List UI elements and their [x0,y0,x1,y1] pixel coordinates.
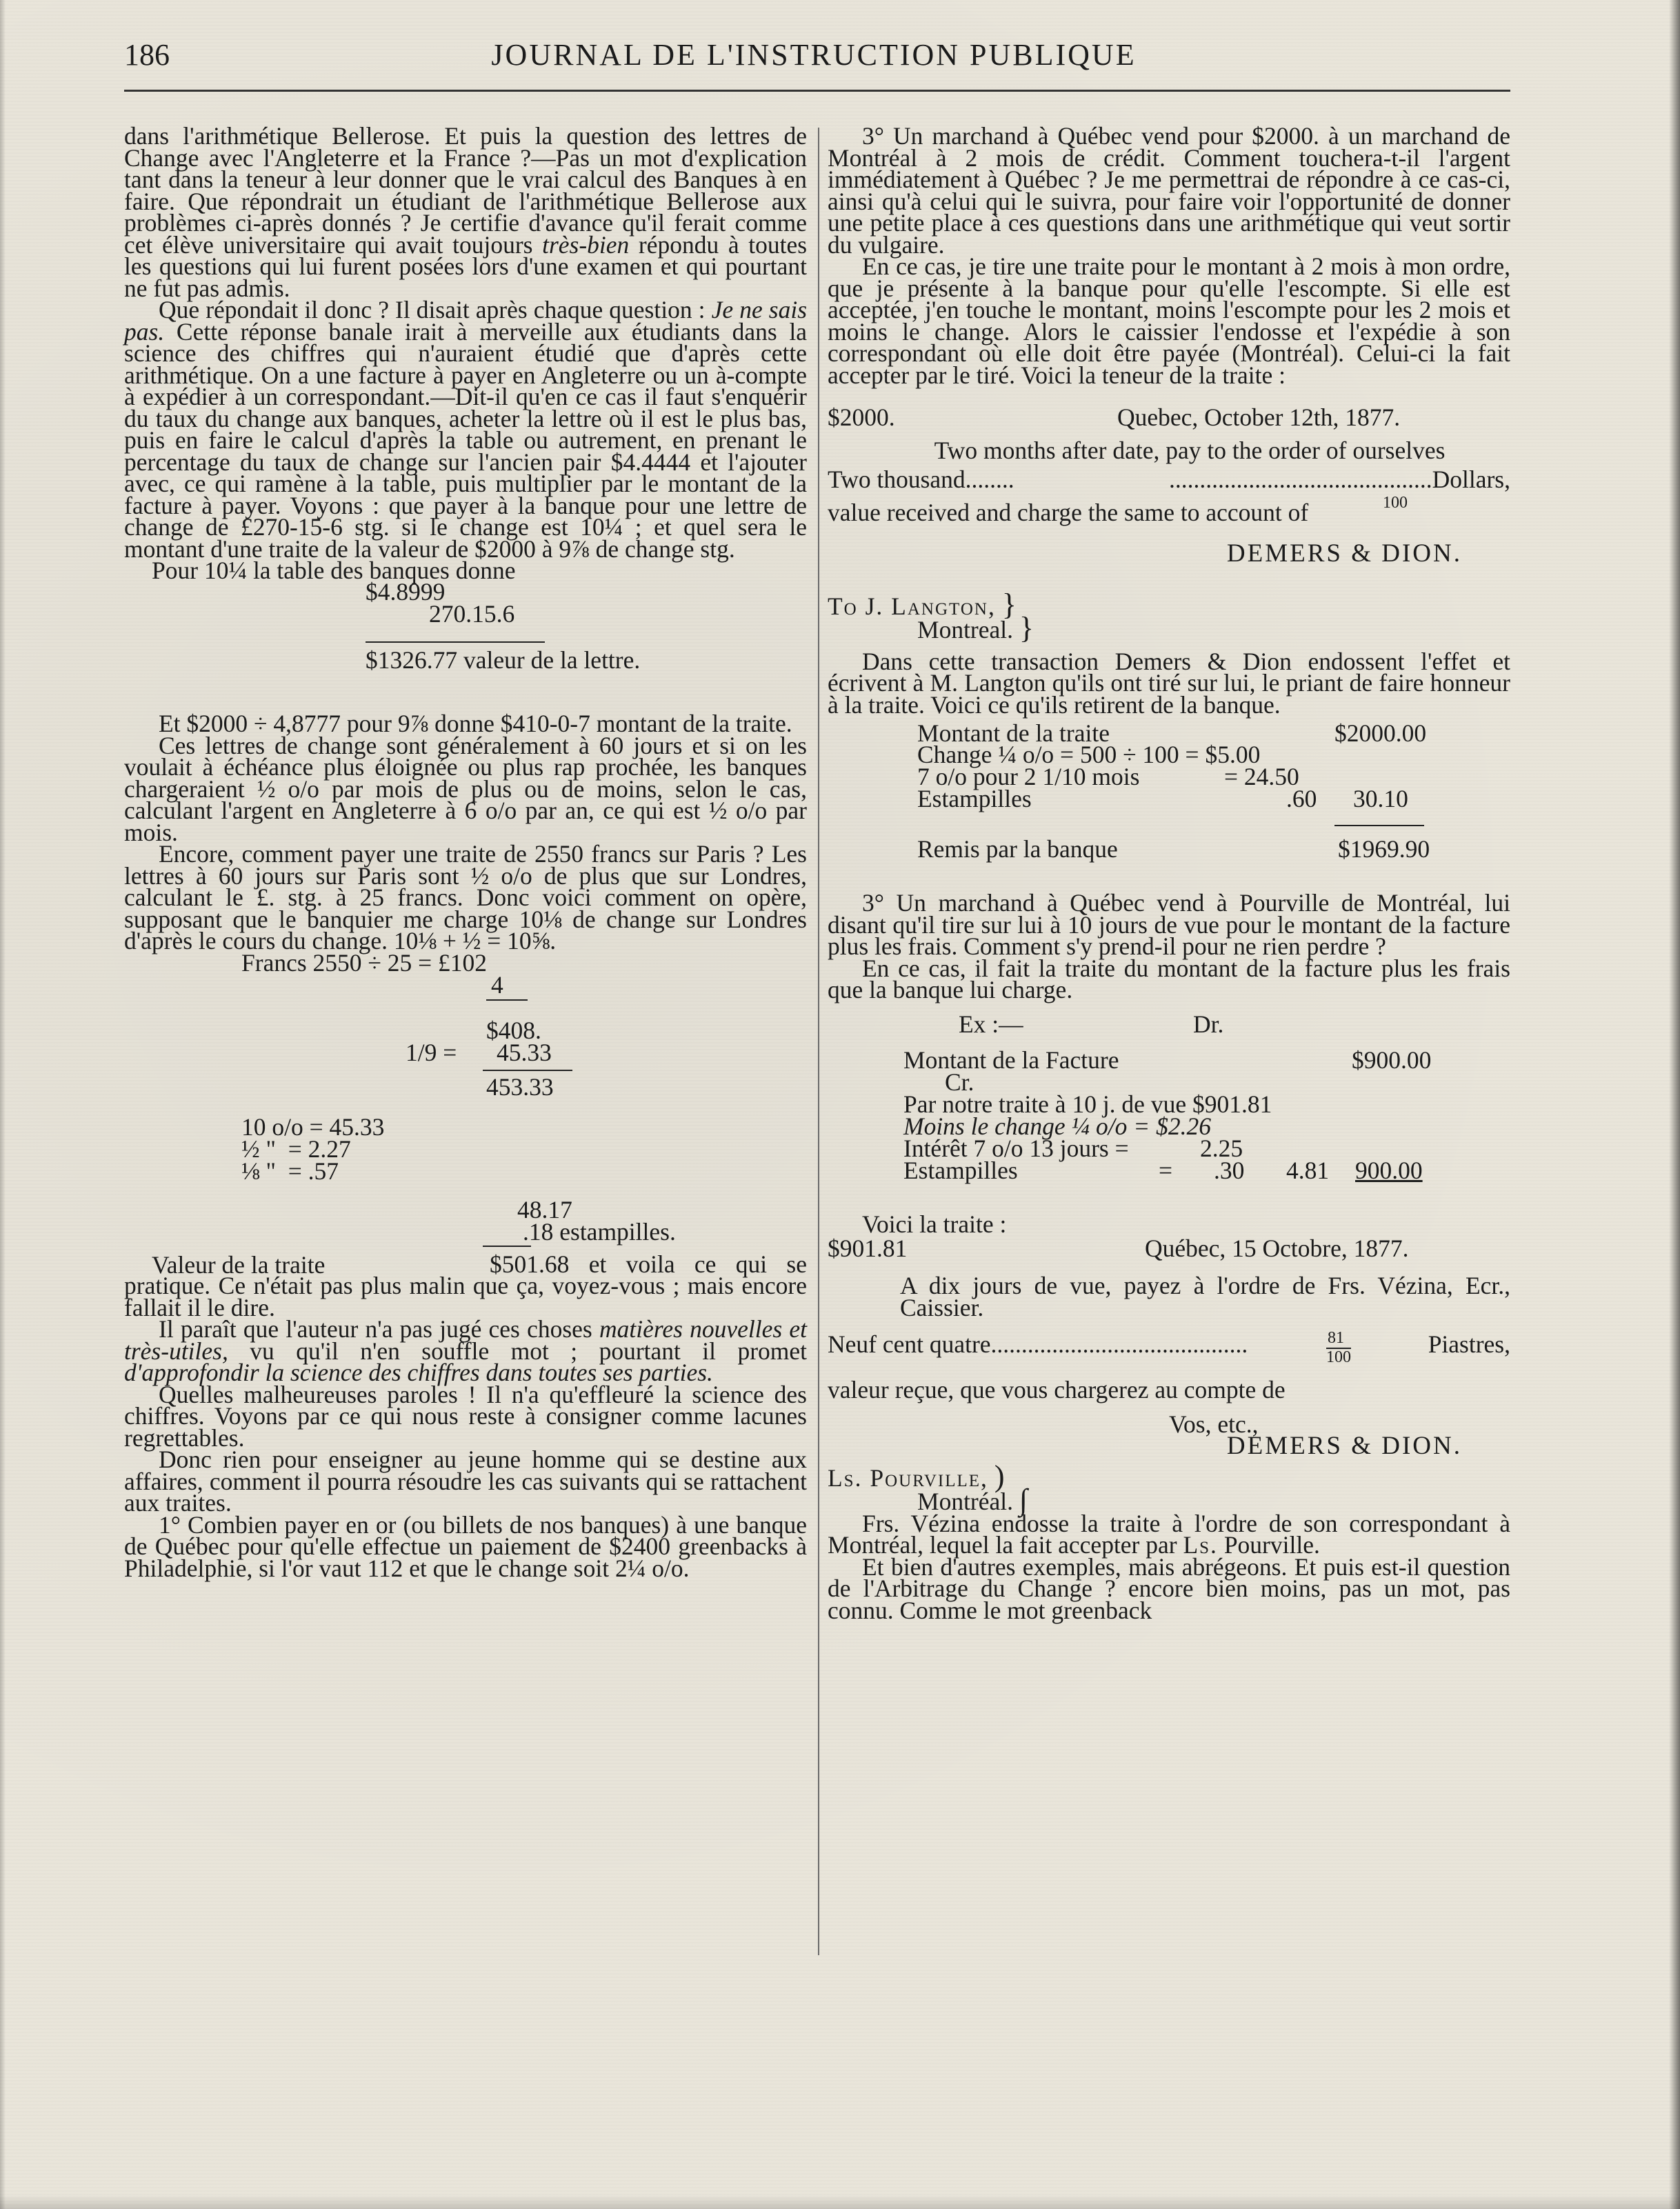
scan-edge-right [1669,0,1680,2209]
calculation-sterling: Pour 10¼ la table des banques donne $4.8999 270.15.6 $1326.77 valeur de la lettre. [152,557,641,674]
paragraph: Il paraît que l'auteur n'a pas jugé ces choses matières nouvelles et très-utiles, vu qu'il n'en souffle mot ; pourtant il promet d'approfondir la science des chiffres dans toutes ses parties. [124,1315,808,1386]
paragraph: En ce cas, je tire une traite pour le montant à 2 mois à mon ordre, que je présente à la banque pour qu'elle l'escompte. Si elle est acceptée, j'en touche le montant, moins l'escompte pour les 2 mois et moins le change. Alors le caissier l'endosse et l'expédie à son correspondant où elle doit être payée (Montréal). Celui-ci la fait accepter par le tiré. Voici la teneur de la traite : [828,252,1510,389]
paragraph: Quelles malheureuses paroles ! Il n'a qu'effleuré la science des chiffres. Voyons par ce qui nous reste à consigner comme lacunes regrettables. [124,1380,807,1452]
draft-amount: $2000. [828,403,895,431]
paragraph: dans l'arithmétique Bellerose. Et puis la question des lettres de Change avec l'Angleterre et la France ?—Pas un mot d'explication tant dans la teneur à leur donner que le vrai calcul des Banques à en faire. Que répondrait un étudiant de l'arithmétique Bellerose aux problèmes ci-après donnés ? Je certifie d'avance qu'il ferait comme cet élève universitaire qui avait toujours très-bien répondu à toutes les questions qui lui furent posées lors d'une examen et qui pourtant ne fut pas admis. [124,122,808,302]
draft-english: $2000. Quebec, October 12th, 1877. Two months after date, pay to the order of ourselves Two thousand........ ...........................................Dollars, 100 value received and charge the same to account of DEMERS & DION. To J. Langton, } Montreal. } [828,403,1510,645]
calculation-francs: Francs 2550 ÷ 25 = £102 4 $408. 1/9 = 45.33 453.33 10 o/o = 45.33 ½ " = 2.27 ⅛ " = .57 48.17 .18 estampilles. Valeur de la traite [152,948,676,1279]
page-number: 186 [124,38,170,72]
signature: DEMERS & DION. [1226,539,1462,568]
signature: DEMERS & DION. [1226,1432,1462,1460]
column-divider [818,128,819,1955]
paragraph: Frs. Vézina endosse la traite à l'ordre de son correspondant à Montréal, lequel la fait accepter par Ls. Pourville. [828,1509,1510,1559]
draft-french: $901.81 Québec, 15 Octobre, 1877. A dix jours de vue, payez à l'ordre de Frs. Vézina, Ecr., Caissier. Neuf cent quatre.......................................... 81 100 Piastres, valeur reçue, que vous chargerez au compte de Vos, etc., DEMERS & DION. Ls. Pourville, ) Montréal. ∫ [828,1235,1510,1517]
left-column [124,122,808,1582]
paragraph: Que répondait il donc ? Il disait après chaque question : Je ne sais pas. Cette réponse banale irait à merveille aux étudiants dans la science des chiffres qui n'auraient étudié que d'après cette arithmétique. On a une facture à payer en Angleterre ou un à-compte à expédier à un correspondant.—Dit-il qu'en ce cas il faut s'enquérir du taux du change aux banques, acheter la lettre où il est le plus bas, puis en faire le calcul d'après la table ou autrement, en prenant le percentage du taux de change sur l'ancien pair $4.4444 et l'ajouter avec, ce qui ramène à la table, puis multiplier par le montant de la facture à payer. Voyons : que payer à la banque pour une lettre de change de £270-15-6 stg. si le change est 10¼ ; et quel sera le montant d'une traite de la valeur de $2000 à 9⅞ de change stg. [124,296,808,563]
paragraph: Dans cette transaction Demers & Dion endossent l'effet et écrivent à M. Langton qu'ils ont tiré sur lui, le priant de faire honneur à la traite. Voici ce qu'ils retirent de la banque. [828,647,1510,719]
header-rule [124,90,1510,92]
draft-amount: $901.81 [828,1235,908,1262]
running-title: JOURNAL DE L'INSTRUCTION PUBLIQUE [491,38,1137,72]
paragraph: 3° Un marchand à Québec vend pour $2000. à un marchand de Montréal à 2 mois de crédit. Comment touchera-t-il l'argent immédiatement à Québec ? Je me permettrai de répondre à ce cas-ci, ainsi qu'à celui qui le suivra, pour faire voir l'opportunité de donner une petite place à ces questions dans une arithmétique qui veut sortir du vulgaire. [828,122,1510,259]
bank-settlement-table: Montant de la traite $2000.00 Change ¼ o/o = 500 ÷ 100 = $5.00 7 o/o pour 2 1/10 mois = 24.50 Estampilles .60 30.10 Remis par la banque $1969.90 [917,719,1430,863]
invoice-table: Ex :— Dr. Montant de la Facture $900.00 Cr. Par notre traite à 10 j. de vue $901.81 Moins le change ¼ o/o = $2.26 Intérêt 7 o/o 13 jours = 2.25 Estampilles = .30 4.81 900.00 [903,1010,1432,1184]
paragraph: 1° Combien payer en or (ou billets de nos banques) à une banque de Québec pour qu'elle effectue un paiement de $2400 greenbacks à Philadelphie, si l'or vaut 112 et que le change soit 2¼ o/o. [124,1510,807,1582]
right-column [828,122,1510,1624]
scan-edge-bottom [0,2195,1680,2209]
paragraph: Et bien d'autres exemples, mais abrégeons. Et puis est-il question de l'Arbitrage du Change ? encore bien moins, pas un mot, pas connu. Comme le mot greenback [828,1552,1510,1624]
paragraph: 3° Un marchand à Québec vend à Pourville de Montréal, lui disant qu'il tire sur lui à 10 jours de vue pour le montant de la facture plus les frais. Comment s'y prend-il pour ne rien perdre ? [828,889,1510,960]
draft-date: Quebec, October 12th, 1877. [1117,403,1401,431]
paragraph: Donc rien pour enseigner au jeune homme qui se destine aux affaires, comment il pourra résoudre les cas suivants qui se rattachent aux traites. [124,1446,807,1517]
paragraph: Voici la traite : [862,1210,1007,1238]
paragraph: Ces lettres de change sont généralement à 60 jours et si on les voulait à échéance plus éloignée ou plus rap prochée, les banques chargeraient ½ o/o par mois de plus ou de moins, selon le cas, calculant l'argent en Angleterre à 6 o/o par an, ce qui est ½ o/o par mois. [124,731,807,846]
scan-edge-left [0,0,6,2209]
paragraph: En ce cas, il fait la traite du montant de la facture plus les frais que la banque lui charge. [828,954,1510,1003]
page-header [124,33,1503,74]
draft-date: Québec, 15 Octobre, 1877. [1145,1235,1409,1262]
paragraph: $501.68 et voila ce qui se pratique. Ce n'était pas plus malin que ça, voyez-vous ; mais encore fallait il le dire. [124,1250,807,1321]
paragraph: Et $2000 ÷ 4,8777 pour 9⅞ donne $410-0-7 montant de la traite. [159,710,792,737]
paragraph: Encore, comment payer une traite de 2550 francs sur Paris ? Les lettres à 60 jours sur Paris sont ½ o/o de plus que sur Londres, calculant le £. stg. à 25 francs. Donc voici comment on opère, supposant que le banquier me charge 10⅛ de change sur Londres d'après le cours du change. 10⅛ + ½ = 10⅝. [124,840,807,954]
